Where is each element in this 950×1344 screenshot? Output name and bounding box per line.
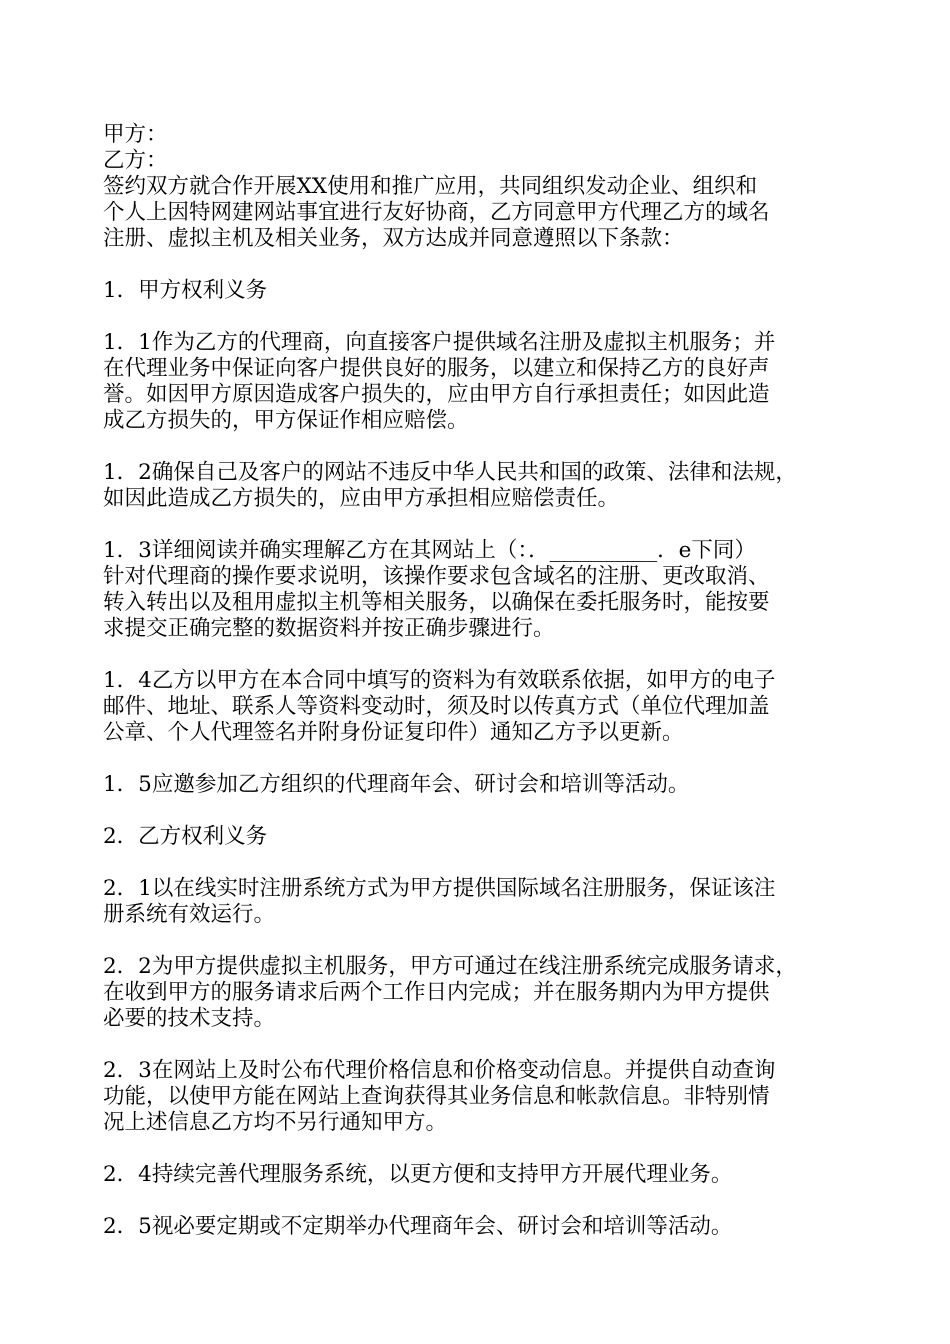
clause-line: 功能，以使甲方能在网站上查询获得其业务信息和帐款信息。非特别情 bbox=[103, 1084, 770, 1109]
clause-line: 2．5视必要定期或不定期举办代理商年会、研讨会和培训等活动。 bbox=[103, 1214, 733, 1239]
clause-line: 成乙方损失的，甲方保证作相应赔偿。 bbox=[103, 408, 469, 433]
party-b-label: 乙方： bbox=[103, 148, 168, 173]
clause-line: 在代理业务中保证向客户提供良好的服务，以建立和保持乙方的良好声 bbox=[103, 356, 770, 381]
clause-line: 誉。如因甲方原因造成客户损失的，应由甲方自行承担责任；如因此造 bbox=[103, 382, 770, 407]
clause-line: 2．3在网站上及时公布代理价格信息和价格变动信息。并提供自动查询 bbox=[103, 1058, 776, 1083]
clause-line: 1．3详细阅读并确实理解乙方在其网站上（：．__________．e下同） bbox=[103, 538, 756, 563]
clause-1-1 bbox=[103, 330, 863, 434]
intro-line: 个人上因特网建网站事宜进行友好协商，乙方同意甲方代理乙方的域名 bbox=[103, 200, 770, 225]
clause-line: 转入转出以及租用虚拟主机等相关服务，以确保在委托服务时，能按要 bbox=[103, 590, 770, 615]
clause-2-2 bbox=[103, 954, 863, 1032]
party-a-label: 甲方： bbox=[103, 122, 168, 147]
clause-line: 针对代理商的操作要求说明，该操作要求包含域名的注册、更改取消、 bbox=[103, 564, 770, 589]
section-1-title bbox=[103, 278, 863, 304]
clause-line: 求提交正确完整的数据资料并按正确步骤进行。 bbox=[103, 616, 555, 641]
section-heading: 2．乙方权利义务 bbox=[103, 824, 268, 849]
clause-line: 必要的技术支持。 bbox=[103, 1006, 276, 1031]
clause-line: 1．5应邀参加乙方组织的代理商年会、研讨会和培训等活动。 bbox=[103, 772, 690, 797]
clause-2-1 bbox=[103, 876, 863, 928]
clause-line: 册系统有效运行。 bbox=[103, 902, 276, 927]
clause-line: 1．1作为乙方的代理商，向直接客户提供域名注册及虚拟主机服务；并 bbox=[103, 330, 776, 355]
clause-1-5 bbox=[103, 772, 863, 798]
clause-line: 如因此造成乙方损失的，应由甲方承担相应赔偿责任。 bbox=[103, 486, 620, 511]
section-2-title bbox=[103, 824, 863, 850]
clause-2-4 bbox=[103, 1162, 863, 1188]
clause-line: 2．2为甲方提供虚拟主机服务，甲方可通过在线注册系统完成服务请求， bbox=[103, 954, 797, 979]
clause-2-5 bbox=[103, 1214, 863, 1240]
intro-paragraph bbox=[103, 174, 863, 252]
clause-1-3 bbox=[103, 538, 863, 642]
clause-line: 2．4持续完善代理服务系统，以更方便和支持甲方开展代理业务。 bbox=[103, 1162, 733, 1187]
clause-line: 况上述信息乙方均不另行通知甲方。 bbox=[103, 1110, 448, 1135]
clause-line: 邮件、地址、联系人等资料变动时，须及时以传真方式（单位代理加盖 bbox=[103, 694, 770, 719]
section-heading: 1．甲方权利义务 bbox=[103, 278, 268, 303]
clause-line: 1．2确保自己及客户的网站不违反中华人民共和国的政策、法律和法规， bbox=[103, 460, 797, 485]
clause-line: 2．1以在线实时注册系统方式为甲方提供国际域名注册服务，保证该注 bbox=[103, 876, 776, 901]
document-page bbox=[103, 122, 863, 1266]
clause-1-2 bbox=[103, 460, 863, 512]
clause-line: 在收到甲方的服务请求后两个工作日内完成；并在服务期内为甲方提供 bbox=[103, 980, 770, 1005]
intro-line: 签约双方就合作开展XX使用和推广应用，共同组织发动企业、组织和 bbox=[103, 174, 758, 199]
clause-2-3 bbox=[103, 1058, 863, 1136]
intro-line: 注册、虚拟主机及相关业务，双方达成并同意遵照以下条款： bbox=[103, 226, 684, 251]
clause-line: 1．4乙方以甲方在本合同中填写的资料为有效联系依据，如甲方的电子 bbox=[103, 668, 776, 693]
clause-line: 公章、个人代理签名并附身份证复印件）通知乙方予以更新。 bbox=[103, 720, 684, 745]
clause-1-4 bbox=[103, 668, 863, 746]
